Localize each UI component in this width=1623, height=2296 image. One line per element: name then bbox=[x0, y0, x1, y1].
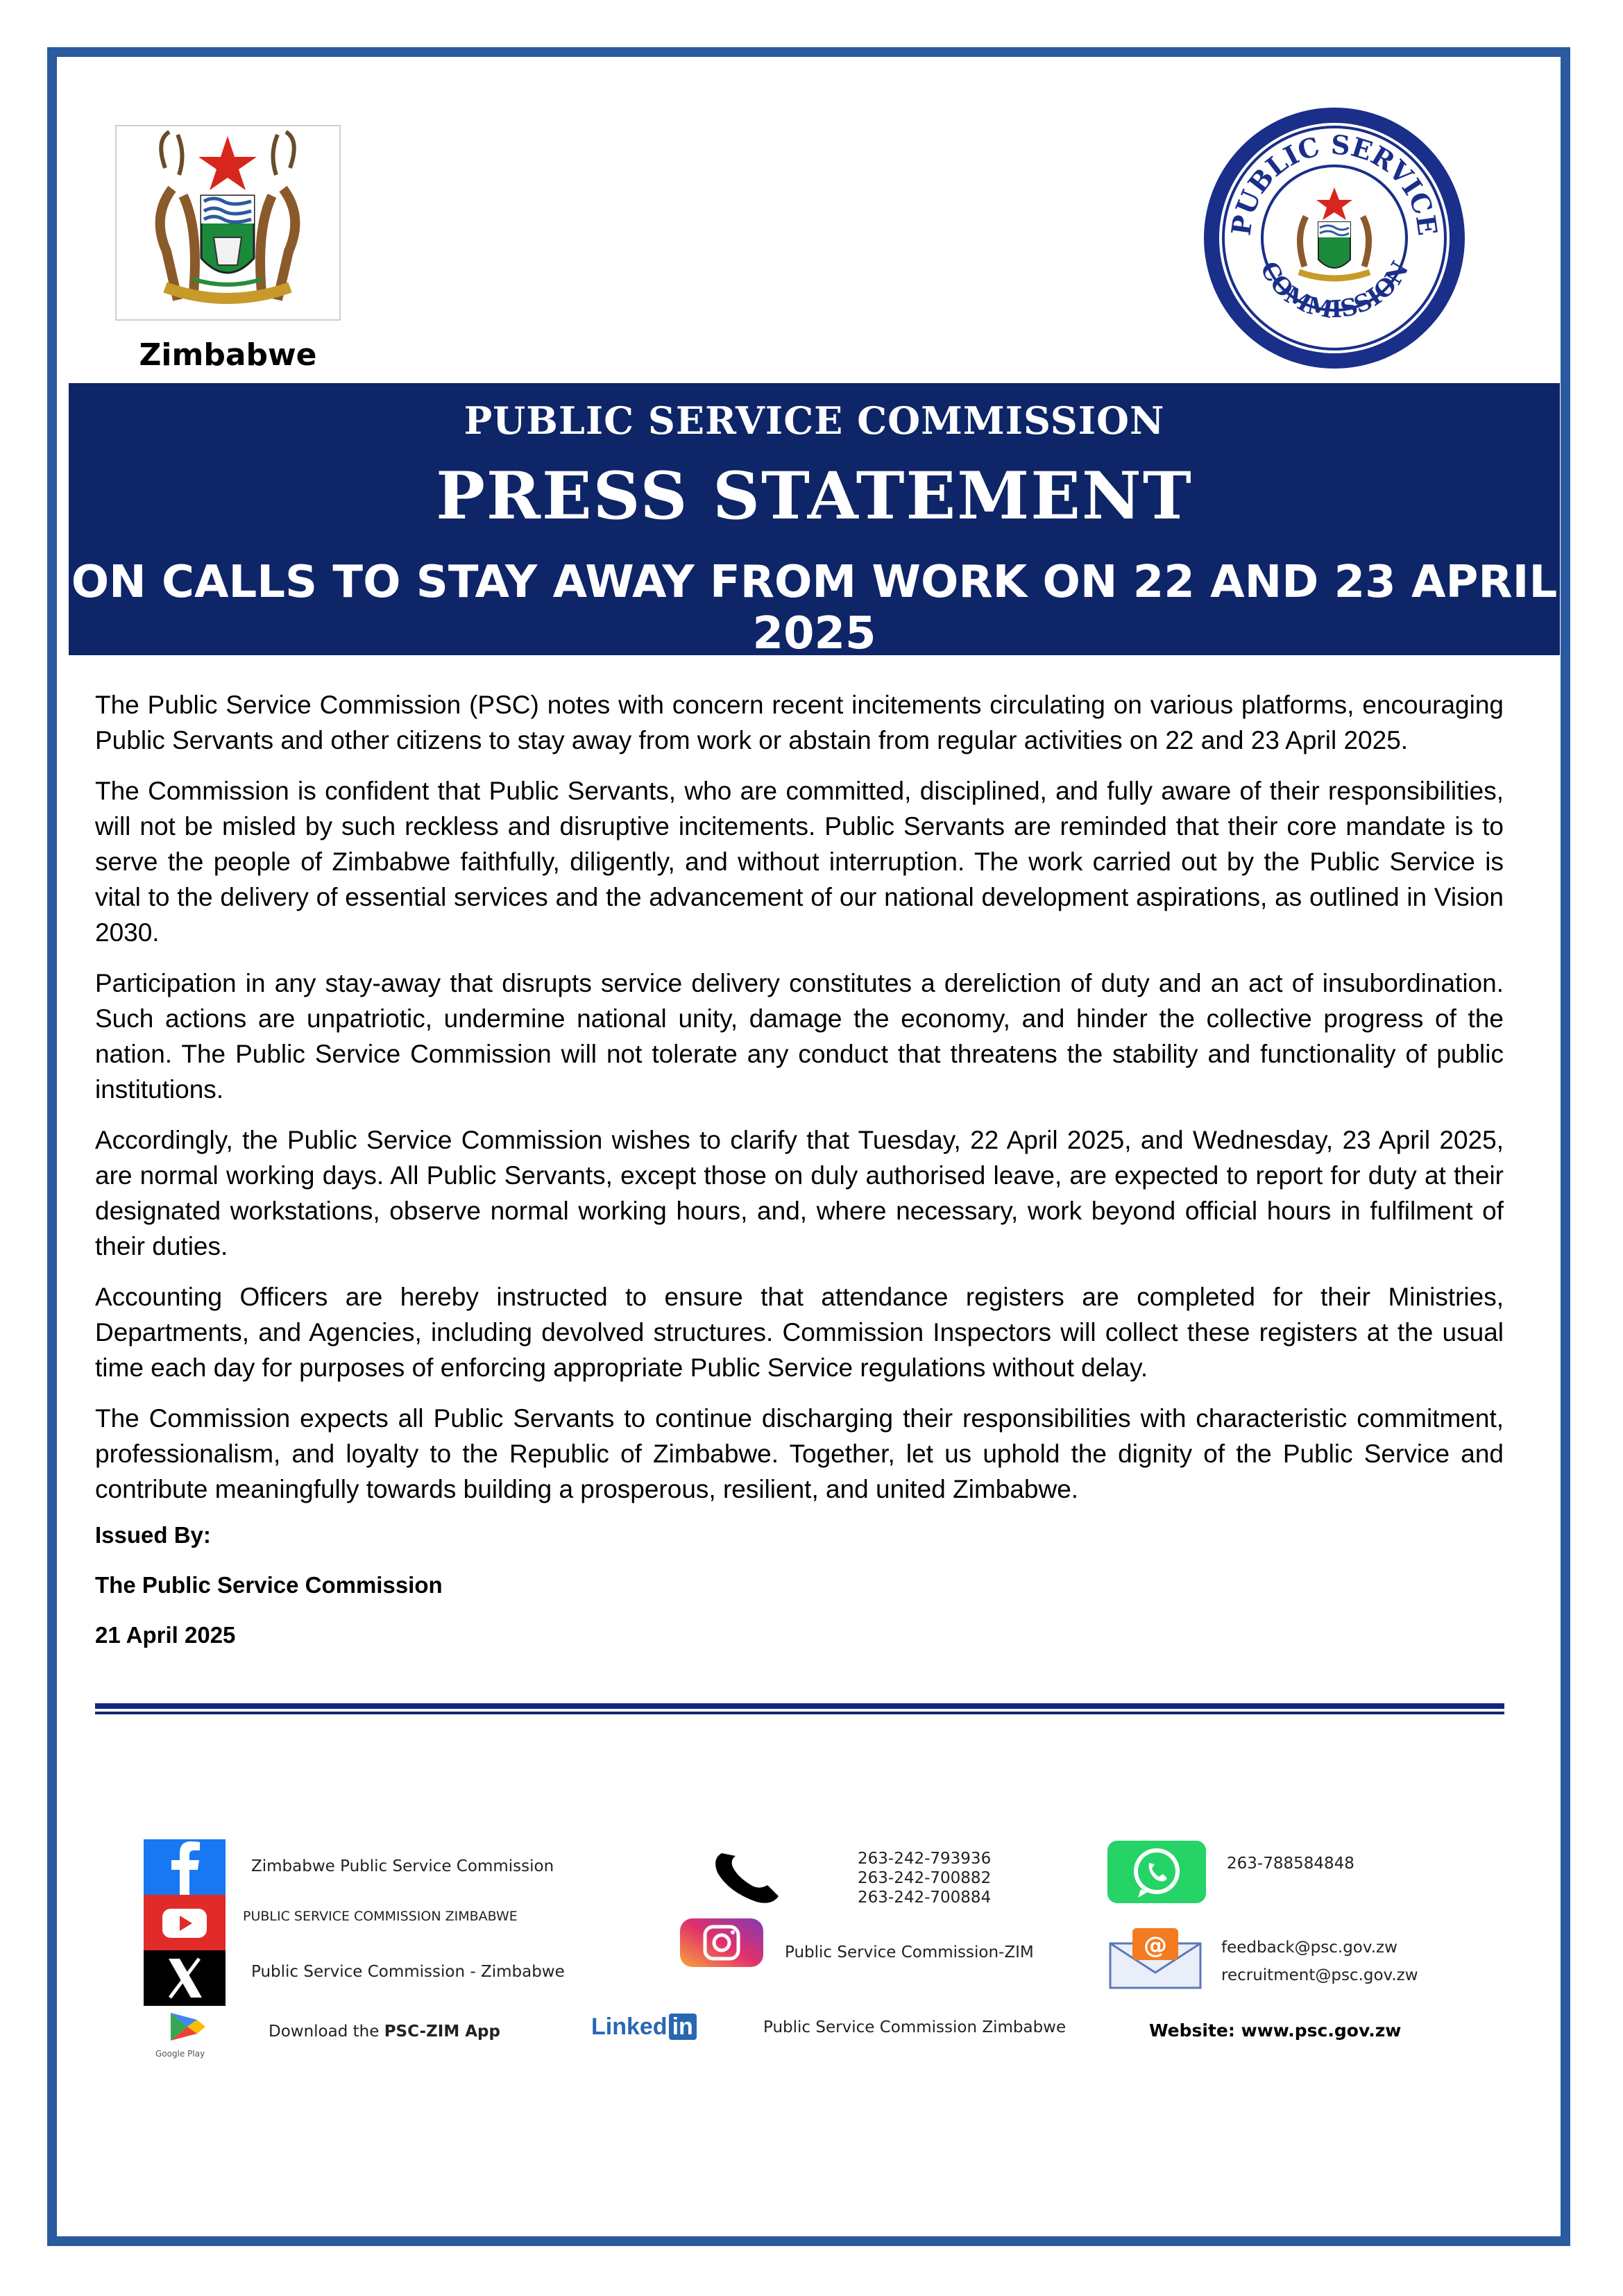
linkedin-label[interactable]: Public Service Commission Zimbabwe bbox=[763, 2018, 1067, 2036]
phone-number[interactable]: 263-242-700884 bbox=[858, 1889, 992, 1907]
coat-of-arms-logo bbox=[115, 125, 341, 321]
paragraph: The Commission is confident that Public Servants, who are committed, disciplined, and fully aware of their responsibilities, will not be misled by such reckless and disruptive incitements. Public Servants are reminded that their core mandate is to serve the people of Zimbabwe faithfully, diligently, and without interruption. The work carried out by the Public Service is vital to the delivery of essential services and the advancement of our national development aspirations, as outlined in Vision 2030. bbox=[95, 777, 1504, 947]
press-statement-title: PRESS STATEMENT bbox=[436, 458, 1193, 534]
phone-number[interactable]: 263-242-700882 bbox=[858, 1869, 992, 1887]
x-label[interactable]: Public Service Commission - Zimbabwe bbox=[251, 1963, 565, 1981]
paragraph: Accordingly, the Public Service Commission wishes to clarify that Tuesday, 22 April 2025, and Wednesday, 23 April 2025, are normal working days. All Public Servants, except those on duly authorised leave, are expected to report for duty at their designated workstations, observe normal working hours, and, where necessary, work beyond official hours in fulfilment of their duties. bbox=[95, 1126, 1504, 1260]
linkedin-icon[interactable] bbox=[591, 2014, 697, 2041]
phone-number[interactable]: 263-242-793936 bbox=[858, 1850, 992, 1868]
paragraph: Participation in any stay-away that disrupts service delivery constitutes a dereliction of duty and an act of insubordination. Such actions are unpatriotic, undermine national unity, damage the economy, and hinder the collective progress of the nation. The Public Service Commission will not tolerate any conduct that threatens the stability and functionality of public institutions. bbox=[95, 969, 1504, 1104]
paragraph: Accounting Officers are hereby instructed to ensure that attendance registers are completed for their Ministries, Departments, and Agencies, including devolved structures. Commission Inspectors will collect these registers at the usual time each day for purposes of enforcing appropriate Public Service regulations without delay. bbox=[95, 1283, 1504, 1382]
linkedin-logo-text: Linked bbox=[591, 2014, 668, 2040]
email-feedback[interactable]: feedback@psc.gov.zw bbox=[1221, 1939, 1397, 1957]
paragraph: The Public Service Commission (PSC) notes with concern recent incitements circulating on various platforms, encouraging Public Servants and other citizens to stay away from work or abstain from regular activities on 22 and 23 April 2025. bbox=[95, 691, 1504, 754]
seal-text-top: PUBLIC SERVICE bbox=[1225, 128, 1444, 237]
divider-line bbox=[95, 1703, 1504, 1709]
app-name: PSC-ZIM App bbox=[384, 2023, 500, 2041]
svg-text:@: @ bbox=[1144, 1932, 1167, 1959]
linkedin-logo-badge: in bbox=[669, 2014, 697, 2040]
app-download-prefix: Download the bbox=[269, 2023, 384, 2041]
email-icon bbox=[1105, 1924, 1206, 1989]
statement-subtitle: ON CALLS TO STAY AWAY FROM WORK ON 22 AND 23 APRIL 2025 bbox=[71, 557, 1558, 659]
whatsapp-icon[interactable] bbox=[1106, 1839, 1207, 1905]
google-play-icon[interactable] bbox=[161, 2010, 216, 2054]
issue-date: 21 April 2025 bbox=[95, 1622, 236, 1648]
seal-text-bottom: COMMISSION bbox=[1254, 257, 1415, 325]
instagram-icon[interactable] bbox=[679, 1917, 765, 1968]
statement-body bbox=[95, 687, 1504, 1672]
paragraph: The Commission expects all Public Servants to continue discharging their responsibilities with characteristic commitment, professionalism, and loyalty to the Republic of Zimbabwe. Together, let us uphold the dignity of the Public Service and contribute meaningfully towards building a prosperous, resilient, and united Zimbabwe. bbox=[95, 1404, 1504, 1503]
psc-seal-logo bbox=[1202, 105, 1467, 371]
phone-numbers bbox=[858, 1849, 991, 1907]
email-recruitment[interactable]: recruitment@psc.gov.zw bbox=[1221, 1966, 1418, 1984]
instagram-label[interactable]: Public Service Commission-ZIM bbox=[785, 1943, 1034, 1961]
country-label: Zimbabwe bbox=[139, 337, 317, 373]
organization-title: PUBLIC SERVICE COMMISSION bbox=[464, 398, 1165, 443]
app-download-label[interactable] bbox=[269, 2023, 500, 2041]
title-banner bbox=[69, 383, 1560, 659]
youtube-label[interactable]: PUBLIC SERVICE COMMISSION ZIMBABWE bbox=[243, 1909, 518, 1924]
phone-icon bbox=[708, 1843, 791, 1906]
x-icon[interactable] bbox=[144, 1950, 226, 2006]
email-addresses bbox=[1221, 1934, 1418, 1989]
youtube-icon[interactable] bbox=[144, 1895, 226, 1950]
divider-line bbox=[95, 1712, 1504, 1714]
google-play-label: Google Play bbox=[155, 2049, 205, 2059]
issued-by-label: Issued By: bbox=[95, 1522, 211, 1548]
facebook-icon[interactable] bbox=[144, 1839, 226, 1895]
facebook-label[interactable]: Zimbabwe Public Service Commission bbox=[251, 1857, 554, 1875]
website-link[interactable]: Website: www.psc.gov.zw bbox=[1149, 2020, 1402, 2041]
issuer-name: The Public Service Commission bbox=[95, 1572, 443, 1598]
whatsapp-number[interactable]: 263-788584848 bbox=[1227, 1855, 1354, 1873]
